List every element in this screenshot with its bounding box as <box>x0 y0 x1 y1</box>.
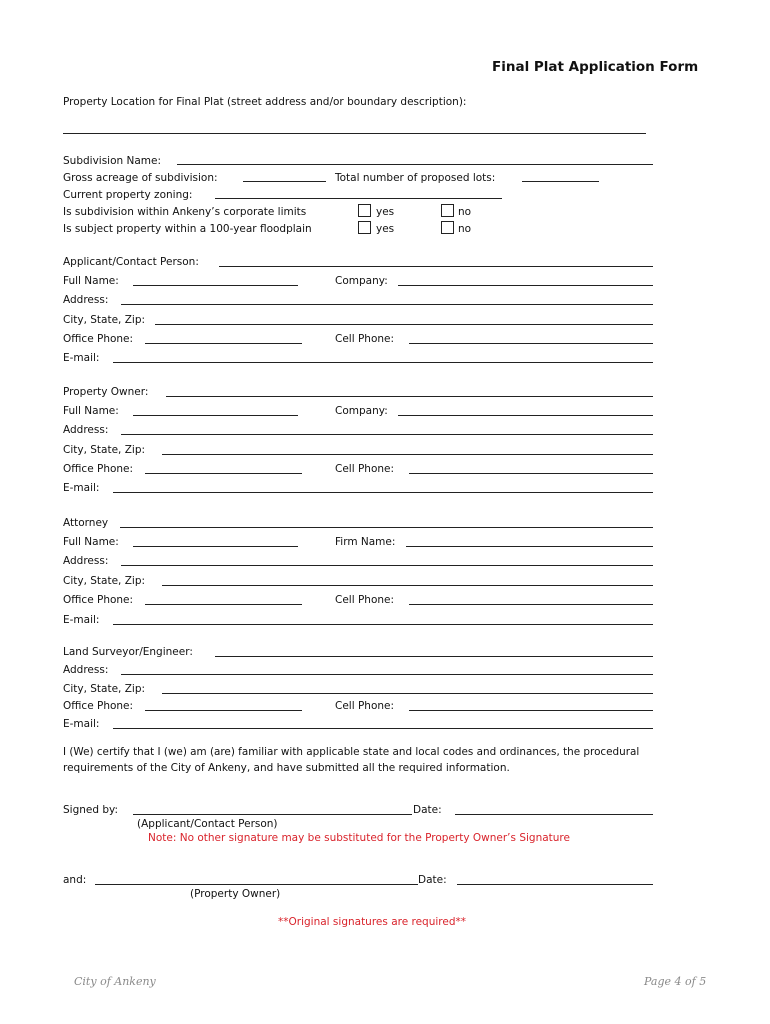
owner-office-phone-field[interactable] <box>145 473 302 474</box>
floodplain-yes-checkbox[interactable] <box>358 221 371 234</box>
current-zoning-label: Current property zoning: <box>63 189 193 201</box>
owner-city-field[interactable] <box>162 454 653 455</box>
certification-line-1: I (We) certify that I (we) am (are) familiar with applicable state and local codes and ordinances, the procedural <box>63 746 640 758</box>
owner-name-field[interactable] <box>166 396 653 397</box>
surveyor-city-label: City, State, Zip: <box>63 683 146 695</box>
surveyor-cell-phone-label: Cell Phone: <box>335 700 395 712</box>
applicant-office-phone-label: Office Phone: <box>63 333 134 345</box>
applicant-signature-caption: (Applicant/Contact Person) <box>137 818 278 830</box>
total-lots-label: Total number of proposed lots: <box>335 172 496 184</box>
property-location-field[interactable] <box>63 133 646 134</box>
attorney-firm-label: Firm Name: <box>335 536 396 548</box>
floodplain-no-label: no <box>458 223 472 235</box>
signed-by-label: Signed by: <box>63 804 119 816</box>
owner-heading: Property Owner: <box>63 386 149 398</box>
applicant-address-label: Address: <box>63 294 109 306</box>
floodplain-no-checkbox[interactable] <box>441 221 454 234</box>
property-location-label: Property Location for Final Plat (street address and/or boundary description): <box>63 96 467 108</box>
attorney-cell-phone-field[interactable] <box>409 604 653 605</box>
original-signatures-note: **Original signatures are required** <box>278 916 467 928</box>
corporate-limits-label: Is subdivision within Ankeny’s corporate limits <box>63 206 307 218</box>
signed-by-date-field[interactable] <box>455 814 653 815</box>
attorney-full-name-field[interactable] <box>133 546 298 547</box>
applicant-address-field[interactable] <box>121 304 653 305</box>
surveyor-heading: Land Surveyor/Engineer: <box>63 646 193 658</box>
total-lots-field[interactable] <box>522 181 599 182</box>
signed-by-field[interactable] <box>133 814 412 815</box>
owner-email-label: E-mail: <box>63 482 100 494</box>
floodplain-label: Is subject property within a 100-year floodplain <box>63 223 312 235</box>
attorney-email-field[interactable] <box>113 624 653 625</box>
form-title: Final Plat Application Form <box>492 59 699 75</box>
floodplain-yes-label: yes <box>376 223 395 235</box>
applicant-full-name-field[interactable] <box>133 285 298 286</box>
applicant-office-phone-field[interactable] <box>145 343 302 344</box>
owner-signature-field[interactable] <box>95 884 418 885</box>
owner-signature-caption: (Property Owner) <box>190 888 281 900</box>
applicant-company-field[interactable] <box>398 285 653 286</box>
applicant-company-label: Company: <box>335 275 388 287</box>
owner-cell-phone-field[interactable] <box>409 473 653 474</box>
owner-date-label: Date: <box>418 874 447 886</box>
owner-address-field[interactable] <box>121 434 653 435</box>
and-label: and: <box>63 874 87 886</box>
surveyor-email-label: E-mail: <box>63 718 100 730</box>
subdivision-name-field[interactable] <box>177 164 653 165</box>
attorney-full-name-label: Full Name: <box>63 536 119 548</box>
surveyor-city-field[interactable] <box>162 693 653 694</box>
corporate-limits-no-checkbox[interactable] <box>441 204 454 217</box>
gross-acreage-field[interactable] <box>243 181 326 182</box>
owner-company-field[interactable] <box>398 415 653 416</box>
attorney-address-field[interactable] <box>121 565 653 566</box>
attorney-heading: Attorney <box>63 517 109 529</box>
owner-cell-phone-label: Cell Phone: <box>335 463 395 475</box>
applicant-cell-phone-label: Cell Phone: <box>335 333 395 345</box>
attorney-firm-field[interactable] <box>406 546 653 547</box>
signature-note: Note: No other signature may be substituted for the Property Owner’s Signature <box>148 832 570 844</box>
corporate-limits-yes-checkbox[interactable] <box>358 204 371 217</box>
attorney-city-label: City, State, Zip: <box>63 575 146 587</box>
owner-email-field[interactable] <box>113 492 653 493</box>
applicant-heading: Applicant/Contact Person: <box>63 256 199 268</box>
surveyor-name-field[interactable] <box>215 656 653 657</box>
attorney-office-phone-field[interactable] <box>145 604 302 605</box>
attorney-office-phone-label: Office Phone: <box>63 594 134 606</box>
surveyor-email-field[interactable] <box>113 728 653 729</box>
current-zoning-field[interactable] <box>215 198 502 199</box>
owner-full-name-field[interactable] <box>133 415 298 416</box>
owner-address-label: Address: <box>63 424 109 436</box>
certification-line-2: requirements of the City of Ankeny, and have submitted all the required information. <box>63 762 510 774</box>
owner-date-field[interactable] <box>457 884 653 885</box>
surveyor-office-phone-field[interactable] <box>145 710 302 711</box>
surveyor-address-field[interactable] <box>121 674 653 675</box>
owner-city-label: City, State, Zip: <box>63 444 146 456</box>
corporate-limits-no-label: no <box>458 206 472 218</box>
footer-page-number: Page 4 of 5 <box>644 975 707 988</box>
surveyor-address-label: Address: <box>63 664 109 676</box>
applicant-email-field[interactable] <box>113 362 653 363</box>
surveyor-office-phone-label: Office Phone: <box>63 700 134 712</box>
attorney-name-field[interactable] <box>120 527 653 528</box>
owner-office-phone-label: Office Phone: <box>63 463 134 475</box>
attorney-cell-phone-label: Cell Phone: <box>335 594 395 606</box>
applicant-cell-phone-field[interactable] <box>409 343 653 344</box>
attorney-email-label: E-mail: <box>63 614 100 626</box>
footer-city: City of Ankeny <box>74 975 156 988</box>
subdivision-name-label: Subdivision Name: <box>63 155 162 167</box>
corporate-limits-yes-label: yes <box>376 206 395 218</box>
applicant-email-label: E-mail: <box>63 352 100 364</box>
applicant-city-field[interactable] <box>155 324 653 325</box>
owner-company-label: Company: <box>335 405 388 417</box>
applicant-city-label: City, State, Zip: <box>63 314 146 326</box>
applicant-full-name-label: Full Name: <box>63 275 119 287</box>
applicant-contact-field[interactable] <box>219 266 653 267</box>
gross-acreage-label: Gross acreage of subdivision: <box>63 172 218 184</box>
attorney-address-label: Address: <box>63 555 109 567</box>
signed-by-date-label: Date: <box>413 804 442 816</box>
surveyor-cell-phone-field[interactable] <box>409 710 653 711</box>
owner-full-name-label: Full Name: <box>63 405 119 417</box>
attorney-city-field[interactable] <box>162 585 653 586</box>
